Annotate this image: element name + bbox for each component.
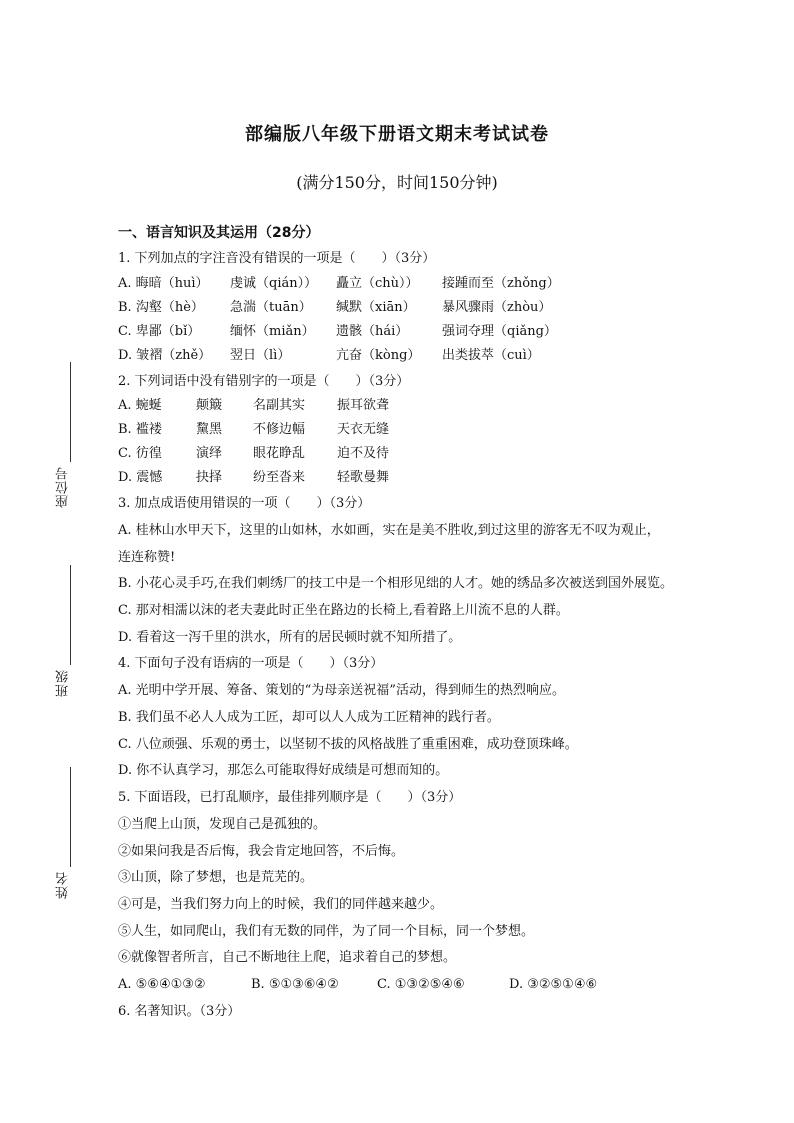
- q1-b-item-2: 急湍（tuān）: [230, 300, 312, 315]
- q2-a-item-2: 颠簸: [196, 398, 223, 413]
- section-heading: 一、语言知识及其运用（28分）: [118, 225, 320, 241]
- question-5-sentence-1: ①当爬上山顶，发现自己是孤独的。: [118, 817, 327, 832]
- q5-choice-d: D. ③②⑤①④⑥: [509, 977, 598, 992]
- q1-c-item-4: 强词夺理（qiǎng）: [442, 324, 557, 339]
- question-3-option-a-line-1: A. 桂林山水甲天下，这里的山如林，水如画，实在是美不胜收,到过这里的游客无不叹为观止，: [118, 523, 660, 538]
- q2-b-item-4: 天衣无缝: [337, 422, 390, 437]
- question-5-sentence-4: ④可是，当我们努力向上的时候，我们的同伴越来越少。: [118, 897, 444, 912]
- question-3-option-d: D. 看着这一泻千里的洪水，所有的居民顿时就不知所措了。: [118, 630, 462, 645]
- name-field: [50, 767, 80, 917]
- question-6-stem: 6. 名著知识。（3分）: [118, 1004, 241, 1019]
- q1-c-item-3: 遗骸（hái）: [336, 324, 409, 339]
- question-3-option-b: B. 小花心灵手巧,在我们刺绣厂的技工中是一个相形见绌的人才。她的绣品多次被送到国外展览。: [118, 576, 673, 591]
- q1-d-item-3: 亢奋（kòng）: [336, 348, 421, 363]
- class-label: 班级: [56, 669, 71, 697]
- q5-choice-a: A. ⑤⑥④①③②: [118, 977, 206, 992]
- q2-b-item-2: 黧黑: [196, 422, 223, 437]
- class-field: [50, 565, 80, 715]
- question-4-option-a: A. 光明中学开展、筹备、策划的“为母亲送祝福”活动，得到师生的热烈响应。: [118, 683, 565, 698]
- question-1-stem: 1. 下列加点的字注音没有错误的一项是（ ）（3分）: [118, 251, 436, 266]
- q1-d-item-4: 出类拔萃（cuì）: [442, 348, 540, 363]
- question-5-sentence-3: ③山顶，除了梦想，也是荒芜的。: [118, 870, 314, 885]
- q2-a-item-1: A. 蜿蜒: [118, 398, 162, 413]
- question-3-option-c: C. 那对相濡以沫的老夫妻此时正坐在路边的长椅上,看着路上川流不息的人群。: [118, 603, 569, 618]
- question-3-option-a-line-2: 连连称赞!: [118, 550, 176, 565]
- question-4-option-b: B. 我们虽不必人人成为工匠，却可以人人成为工匠精神的践行者。: [118, 710, 500, 725]
- q2-c-item-1: C. 彷徨: [118, 446, 162, 461]
- q2-b-item-3: 不修边幅: [253, 422, 306, 437]
- q2-c-item-2: 演绎: [196, 446, 223, 461]
- name-label: 姓名: [56, 871, 71, 899]
- q1-b-item-4: 暴风骤雨（zhòu）: [442, 300, 552, 315]
- q5-choice-b: B. ⑤①③⑥④②: [251, 977, 339, 992]
- q2-d-item-2: 抉择: [196, 470, 223, 485]
- q1-d-item-2: 翌日（lì）: [230, 348, 291, 363]
- q2-c-item-3: 眼花睁乱: [253, 446, 306, 461]
- question-3-stem: 3. 加点成语使用错误的一项（ ）（3分）: [118, 496, 371, 511]
- question-5-sentence-2: ②如果问我是否后悔，我会肯定地回答，不后悔。: [118, 844, 405, 859]
- question-4-option-c: C. 八位顽强、乐观的勇士，以坚韧不拔的风格战胜了重重困难，成功登顶珠峰。: [118, 737, 578, 752]
- q1-c-item-2: 缅怀（miǎn）: [230, 324, 315, 339]
- q2-c-item-4: 迫不及待: [337, 446, 390, 461]
- q2-a-item-4: 振耳欲聋: [337, 398, 390, 413]
- q1-c-item-1: C. 卑鄙（bǐ）: [118, 324, 201, 339]
- q1-a-item-2: 虔诚（qián））: [230, 276, 318, 291]
- question-4-option-d: D. 你不认真学习，那怎么可能取得好成绩是可想而知的。: [118, 763, 449, 778]
- seat-number-line: [70, 362, 71, 462]
- q2-b-item-1: B. 褴褛: [118, 422, 162, 437]
- class-line: [70, 565, 71, 665]
- name-line: [70, 767, 71, 867]
- q1-b-item-1: B. 沟壑（hè）: [118, 300, 204, 315]
- question-4-stem: 4. 下面句子没有语病的一项是（ ）（3分）: [118, 656, 384, 671]
- q1-b-item-3: 缄默（xiān）: [336, 300, 416, 315]
- seat-number-label: 座位号: [56, 466, 71, 508]
- question-2-stem: 2. 下列词语中没有错别字的一项是（ ）（3分）: [118, 374, 410, 389]
- q2-d-item-3: 纷至沓来: [253, 470, 306, 485]
- question-5-sentence-6: ⑥就像智者所言，自己不断地往上爬，追求着自己的梦想。: [118, 950, 457, 965]
- q2-d-item-4: 轻歌曼舞: [337, 470, 390, 485]
- seat-number-field: [50, 362, 80, 512]
- q2-a-item-3: 名副其实: [253, 398, 306, 413]
- q1-a-item-4: 接踵而至（zhǒng）: [442, 276, 560, 291]
- q5-choice-c: C. ①③②⑤④⑥: [377, 977, 465, 992]
- exam-title: 部编版八年级下册语文期末考试试卷: [245, 124, 549, 145]
- exam-subtitle: (满分150分，时间150分钟): [296, 173, 498, 192]
- question-5-sentence-5: ⑤人生，如同爬山，我们有无数的同伴，为了同一个目标，同一个梦想。: [118, 924, 535, 939]
- question-5-stem: 5. 下面语段，已打乱顺序，最佳排列顺序是（ ）（3分）: [118, 790, 462, 805]
- q1-a-item-3: 矗立（chù））: [336, 276, 419, 291]
- q1-a-item-1: A. 晦暗（huì）: [118, 276, 209, 291]
- q1-d-item-1: D. 皱褶（zhě）: [118, 348, 212, 363]
- q2-d-item-1: D. 震憾: [118, 470, 163, 485]
